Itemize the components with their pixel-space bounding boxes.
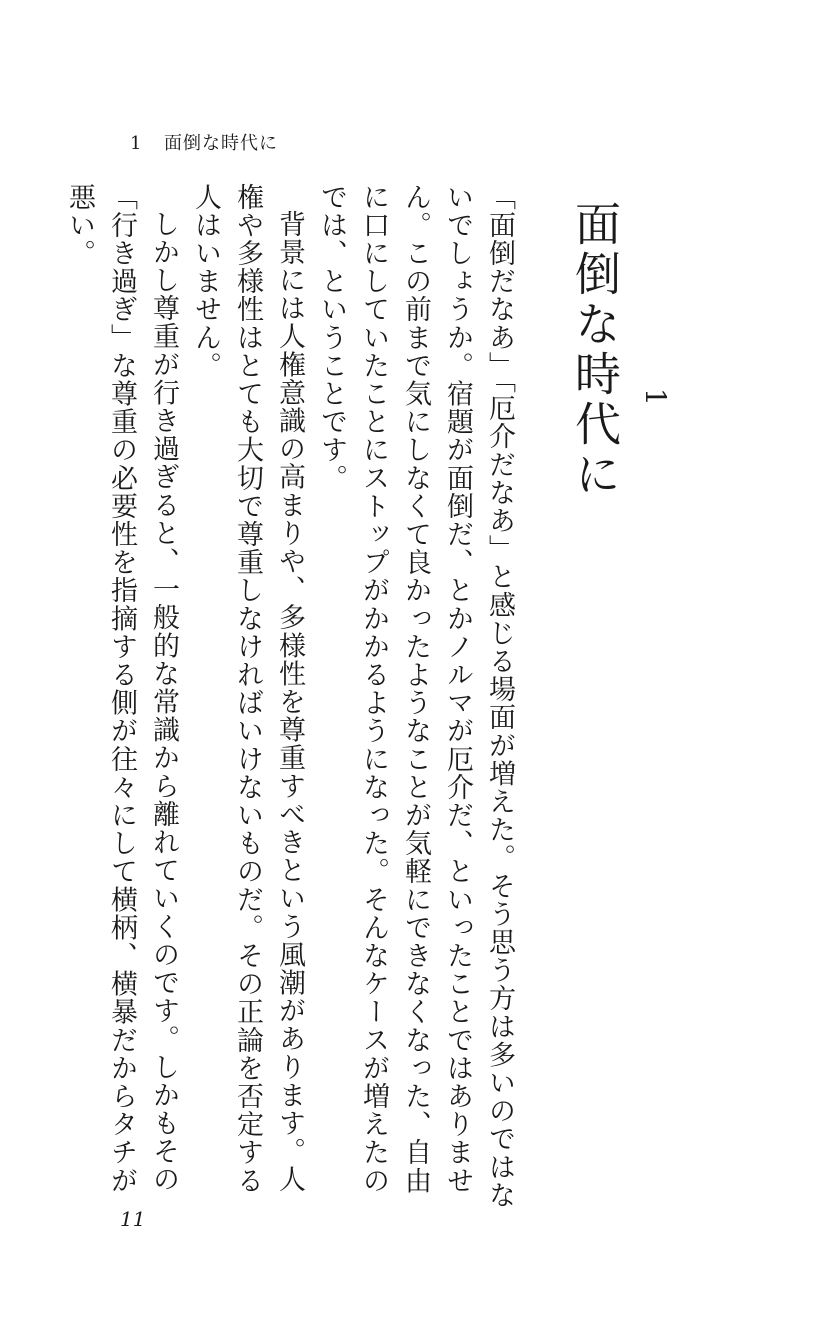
running-header-title: 面倒な時代に	[164, 133, 278, 154]
paragraph-2: 背景には人権意識の高まりや、多様性を尊重すべきという風潮があります。人権や多様性はとても大切で尊重しなければいけないものだ。その正論を否定する人はいません。	[190, 183, 305, 1195]
paragraph-1: 「面倒だなあ」「厄介だなあ」と感じる場面が増えた。そう思う方は多いのではないでしょうか。宿題が面倒だ、とかノルマが厄介だ、といったことではありません。この前まで気にしなくて良かったようなことが気軽にできなくなった、自由に口にしていたことにストップがかかるようになった。そんなケースが増えたのでは、ということです。	[316, 183, 515, 1210]
paragraph-3: しかし尊重が行き過ぎると、一般的な常識から離れていくのです。しかもその「行き過ぎ」な尊重の必要性を指摘する側が往々にして横柄、横暴だからタチが悪い。	[64, 183, 179, 1195]
page-number: 11	[120, 1207, 146, 1231]
chapter-number: 1	[639, 388, 672, 410]
chapter-heading	[568, 200, 685, 620]
running-header	[130, 129, 278, 155]
chapter-title: 面倒な時代に	[568, 200, 622, 500]
running-header-number: 1	[130, 133, 143, 154]
body-text	[64, 183, 520, 1213]
